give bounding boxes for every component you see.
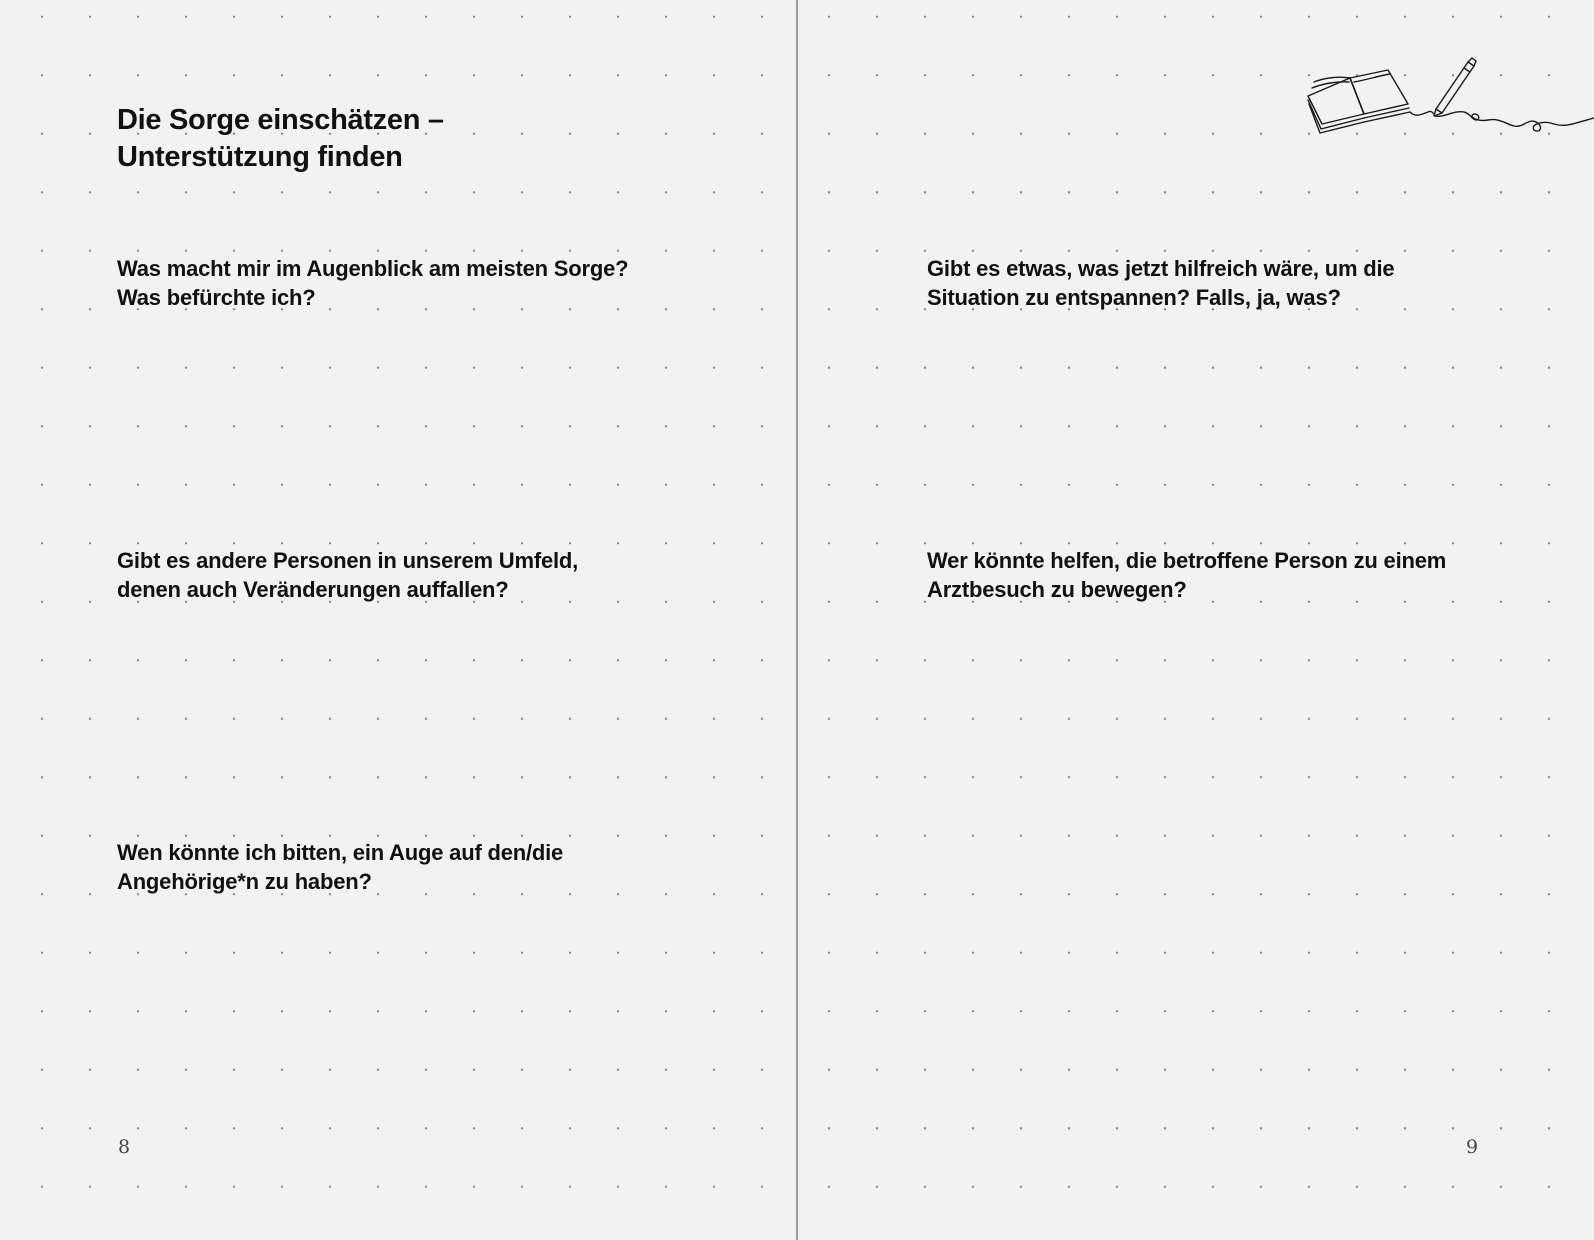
question-line: Situation zu entspannen? Falls, ja, was? <box>927 285 1341 310</box>
question-line: Gibt es andere Personen in unserem Umfeld, <box>117 548 579 573</box>
question-line: denen auch Veränderungen auffallen? <box>117 577 509 602</box>
question-line: Was befürchte ich? <box>117 285 316 310</box>
question-helpful <box>927 254 1394 312</box>
book-and-pen-icon <box>1304 52 1594 152</box>
question-other-persons <box>117 546 578 604</box>
page-number-left: 8 <box>118 1136 131 1158</box>
question-worries <box>117 254 628 312</box>
page-title-line-2: Unterstützung finden <box>117 141 403 173</box>
page-number-right: 9 <box>1466 1136 1479 1158</box>
question-line: Arztbesuch zu bewegen? <box>927 577 1187 602</box>
question-line: Angehörige*n zu haben? <box>117 869 372 894</box>
question-line: Wer könnte helfen, die betroffene Person zu einem <box>927 548 1447 573</box>
question-line: Was macht mir im Augenblick am meisten Sorge? <box>117 256 629 281</box>
question-keep-an-eye <box>117 838 563 896</box>
question-line: Wen könnte ich bitten, ein Auge auf den/die <box>117 840 564 865</box>
left-page <box>0 0 796 1240</box>
page-title <box>117 102 444 176</box>
page-title-line-1: Die Sorge einschätzen – <box>117 104 444 136</box>
right-page <box>797 0 1594 1240</box>
question-line: Gibt es etwas, was jetzt hilfreich wäre, um die <box>927 256 1395 281</box>
question-doctor-visit <box>927 546 1446 604</box>
